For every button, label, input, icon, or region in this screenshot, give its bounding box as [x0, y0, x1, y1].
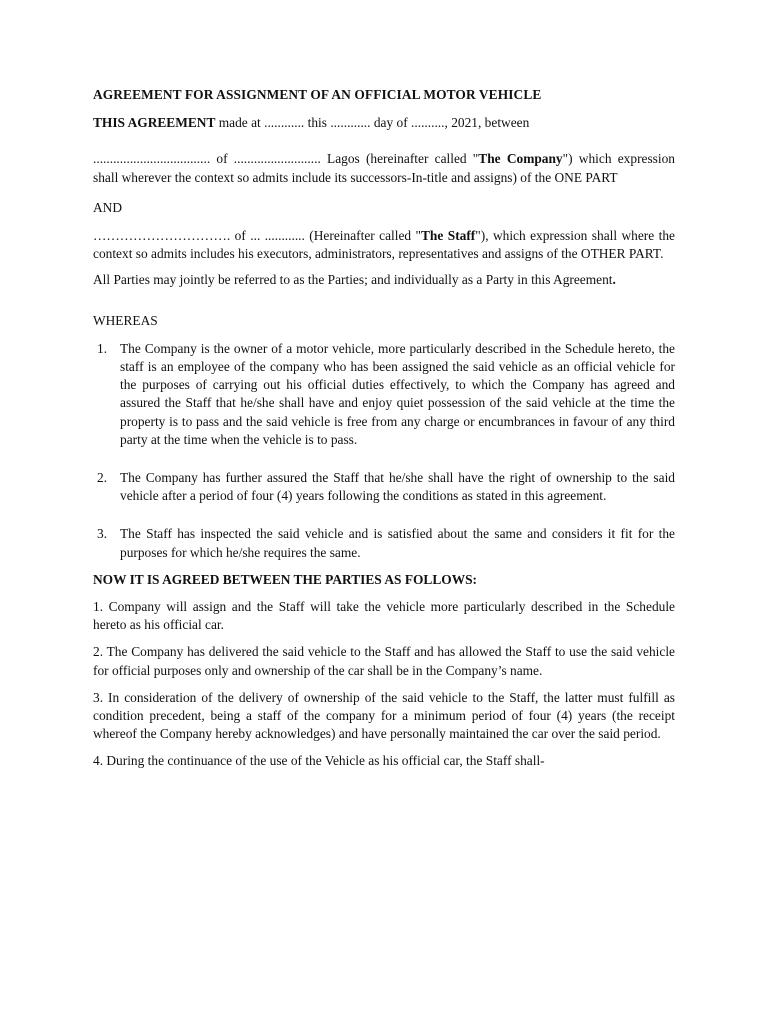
whereas-item-text: The Company has further assured the Staff that he/she shall have the right of ownership to the said vehicle after a period of four (4) years following the conditions as stated in this agreement. — [120, 470, 675, 504]
party-one-pre: ................................... of .......................... Lagos (hereinafter called " — [93, 151, 479, 167]
party-two-post: "), which expression shall where the context so admits includes his executors, administrators, representatives and assigns of the OTHER PART. — [93, 228, 675, 262]
intro-paragraph — [93, 114, 675, 132]
clause-4: 4. During the continuance of the use of the Vehicle as his official car, the Staff shall- — [93, 753, 545, 769]
party-two-paragraph — [93, 227, 675, 263]
whereas-item — [93, 525, 675, 561]
document-page — [93, 86, 675, 771]
party-two-name: The Staff — [421, 228, 476, 244]
party-one-name: The Company — [478, 151, 563, 167]
document-title: AGREEMENT FOR ASSIGNMENT OF AN OFFICIAL MOTOR VEHICLE — [93, 87, 542, 102]
clause-3: 3. In consideration of the delivery of ownership of the said vehicle to the Staff, the latter must fulfill as condition precedent, being a staff of the company for a minimum period of four (4) years (the receipt whereof the Company hereby acknowledges) and have personally maintained the car over the said period. — [93, 689, 675, 742]
whereas-item — [93, 340, 675, 449]
parties-note-end: . — [612, 272, 616, 288]
parties-note-text: All Parties may jointly be referred to as the Parties; and individually as a Party in this Agreement — [93, 272, 613, 288]
and-label: AND — [93, 199, 123, 215]
whereas-item-number: 2. — [97, 470, 108, 486]
whereas-item-text: The Company is the owner of a motor vehicle, more particularly described in the Schedule hereto, the staff is an employee of the company who has been assigned the said vehicle as an official vehicle for the purposes of carrying out his official duties effectively, to which the Company has agreed and assured the Staff that he/she shall have and enjoy quiet possession of the said vehicle at the time the property is to pass and the said vehicle is free from any charge or encumbrances in favour of any third party at the time when the vehicle is to pass. — [120, 340, 675, 447]
party-one-paragraph — [93, 150, 675, 186]
whereas-item-text: The Staff has inspected the said vehicle and is satisfied about the same and considers it fit for the purposes for which he/she requires the same. — [120, 526, 675, 560]
intro-text: made at ............ this ............ day of .........., 2021, between — [215, 115, 530, 131]
parties-note — [93, 271, 675, 289]
intro-bold-lead: THIS AGREEMENT — [93, 115, 216, 131]
party-one-post: ") which expression shall wherever the context so admits include its successors-In-title and assigns) of the ONE PART — [93, 151, 675, 185]
clause-2: 2. The Company has delivered the said vehicle to the Staff and has allowed the Staff to use the said vehicle for official purposes only and ownership of the car shall be in the Company’s name. — [93, 644, 675, 678]
whereas-item-number: 1. — [97, 340, 108, 356]
party-two-pre: …………………………. of ... ............ (Hereinafter called " — [93, 228, 421, 244]
clause-1: 1. Company will assign and the Staff will take the vehicle more particularly described in the Schedule hereto as his official car. — [93, 599, 675, 633]
agreed-heading: NOW IT IS AGREED BETWEEN THE PARTIES AS FOLLOWS: — [93, 571, 478, 587]
whereas-item-number: 3. — [97, 526, 108, 542]
whereas-item — [93, 469, 675, 505]
whereas-label: WHEREAS — [93, 312, 158, 328]
